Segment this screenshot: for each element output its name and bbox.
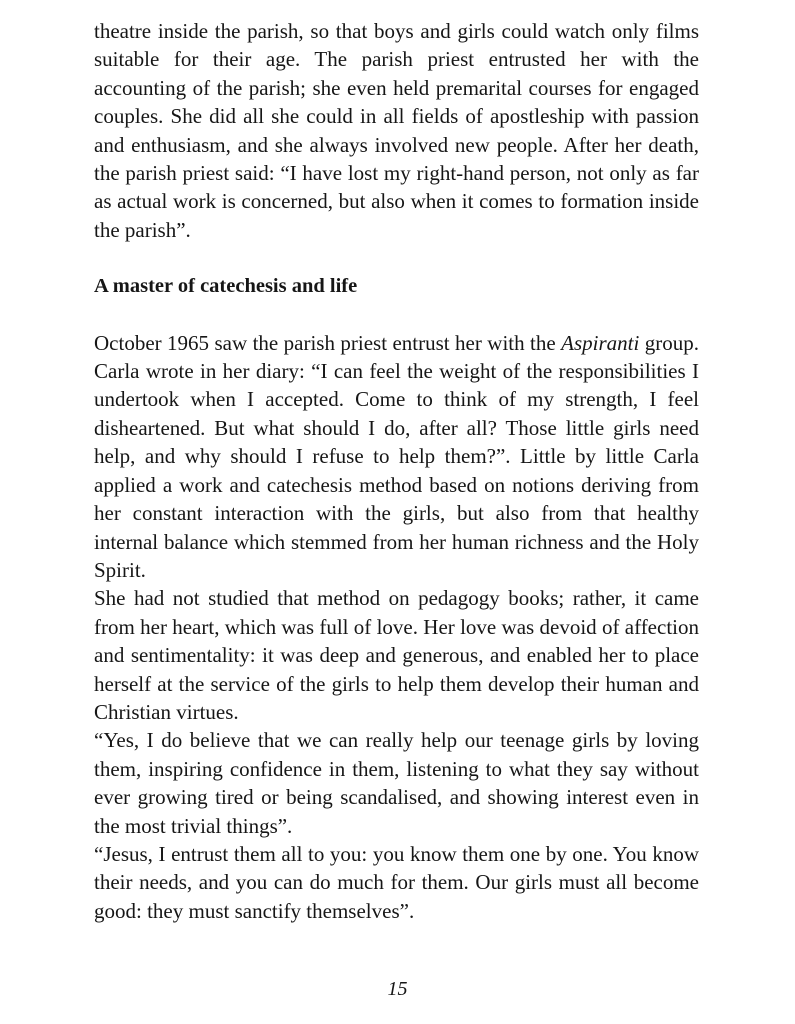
paragraph-aspiranti-rest: group. Carla wrote in her diary: “I can feel the weight of the responsibilities I undertook when I accepted. Come to think of my strength, I feel disheartened. But what should I do, after all? Those little girls need help, and why should I refuse to help them?”. Little by little Carla applied a work and catechesis method based on notions deriving from her constant interaction with the girls, but also from that healthy internal balance which stemmed from her human richness and the Holy Spirit. [94,330,699,582]
paragraph-quote-yes: “Yes, I do believe that we can really help our teenage girls by loving them, inspiring confidence in them, listening to what they say without ever growing tired or being scandalised, and showing interest even in the most trivial things”. [94,728,699,838]
paragraph-quote-jesus: “Jesus, I entrust them all to you: you know them one by one. You know their needs, and you can do much for them. Our girls must all become good: they must sanctify themselves”. [94,841,699,923]
paragraph-method: She had not studied that method on pedagogy books; rather, it came from her heart, which was full of love. Her love was devoid of affection and sentimentality: it was deep and generous, and enabled her to place herself at the service of the girls to help them develop their human and Christian virtues. [94,586,699,724]
paragraph-aspiranti [94,329,699,585]
section-heading: A master of catechesis and life [94,275,358,298]
page-number: 15 [387,978,408,1000]
paragraph-intro: theatre inside the parish, so that boys and girls could watch only films suitable for their age. The parish priest entrusted her with the accounting of the parish; she even held premarital courses for engaged couples. She did all she could in all fields of apostleship with passion and enthusiasm, and she always involved new people. After her death, the parish priest said: “I have lost my right-hand person, not only as far as actual work is concerned, but also when it comes to formation inside the parish”. [94,19,699,242]
aspiranti-italic: Aspiranti [561,330,640,355]
paragraph-aspiranti-start: October 1965 saw the parish priest entrust her with the [94,330,562,355]
